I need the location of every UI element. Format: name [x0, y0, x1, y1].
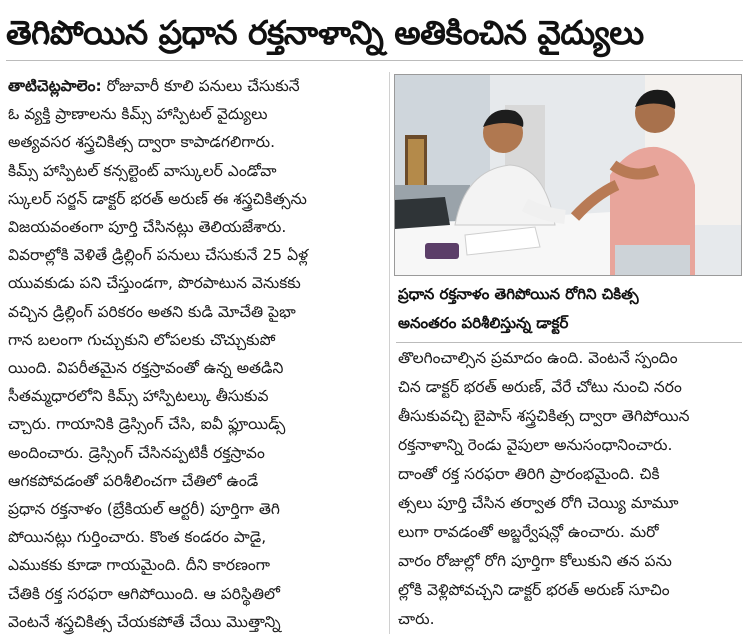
article-line: చిన డాక్టర్ భరత్ అరుణ్, వేరే చోటు నుంచి నరం [398, 378, 682, 396]
article-photo [394, 74, 742, 276]
article-line: వచ్చిన డ్రిల్లింగ్ పరికరం అతని కుడి మోచేతి పైభా [8, 302, 296, 321]
article-line: ఓ వ్యక్తి ప్రాణాలను కిమ్స్ హాస్పిటల్ వైద్యులు [8, 105, 268, 124]
caption-line: అనంతరం పరిశీలిస్తున్న డాక్టర్ [398, 314, 569, 332]
article-line: దాంతో రక్త సరఫరా తిరిగి ప్రారంభమైంది. చికి [398, 465, 660, 483]
article-line: ఆగకపోవడంతో పరిశీలించగా చేతిలో ఉండే [8, 471, 259, 490]
column-divider [389, 72, 390, 634]
article-line: ల్లోకి వెళ్లిపోవచ్చని డాక్టర్ భరత్ అరుణ్ సూచిం [398, 581, 670, 599]
article-line: చేతికి రక్త సరఫరా ఆగిపోయింది. ఆ పరిస్థితిలో [8, 584, 280, 603]
article-line: విజయవంతంగా పూర్తి చేసినట్లు తెలియజేశారు. [8, 218, 287, 237]
article-line-text: రోజువారీ కూలి పనులు చేసుకునే [101, 77, 300, 95]
article-line: వారం రోజుల్లో రోగి పూర్తిగా కోలుకుని తన పను [398, 552, 672, 570]
article-line: లుగా రావడంతో అబ్జర్వేషన్లో ఉంచారు. మరో [398, 523, 659, 541]
article-line: పోయినట్లు గుర్తించారు. కొంత కండరం పాడై, [8, 528, 267, 547]
article-line: చ్చారు. గాయానికి డ్రెస్సింగ్ చేసి, ఐవీ ఫ్లూయిడ్స్ [8, 415, 286, 434]
article-line: వివరాల్లోకి వెళితే డ్రిల్లింగ్ పనులు చేసుకునే 25 ఏళ్ల [8, 246, 309, 265]
article-line: గాన బలంగా గుచ్చుకుని లోపలకు చొచ్చుకుపో [8, 330, 276, 349]
caption-line: ప్రధాన రక్తనాళం తెగిపోయిన రోగిని చికిత్స [398, 285, 639, 303]
caption-rule [396, 342, 742, 343]
photo-caption [398, 280, 738, 340]
doctor-examining-patient-photo [395, 75, 741, 275]
article-line: స్కులర్ సర్జన్ డాక్టర్ భరత్ అరుణ్ ఈ శస్త్రచికిత్సను [8, 189, 307, 208]
article-line: చారు. [398, 610, 435, 628]
article-line: త్సలు పూర్తి చేసిన తర్వాత రోగి చెయ్యి మామూ [398, 494, 679, 512]
article-right-column [398, 344, 742, 634]
article-line [8, 72, 384, 100]
dateline: తాటిచెట్లపాలెం: [8, 77, 102, 95]
article-line: కిమ్స్ హాస్పిటల్ కన్సల్టెంట్ వాస్కులర్ ఎండోవా [8, 161, 277, 180]
article-line: అందించారు. డ్రెస్సింగ్ చేసినప్పటికీ రక్తస్రావం [8, 443, 265, 462]
article-line: అత్యవసర శస్త్రచికిత్స ద్వారా కాపాడగలిగారు. [8, 133, 276, 152]
article-left-column [8, 72, 384, 637]
article-line: యింది. విపరీతమైన రక్తస్రావంతో ఉన్న అతడిని [8, 359, 284, 378]
article-line: యువకుడు పని చేస్తుండగా, పొరపాటున వెనుకకు [8, 274, 301, 293]
article-line: రక్తనాళాన్ని రెండు వైపులా అనుసంధానించారు. [398, 436, 673, 454]
article-line: తీసుకువచ్చి బైపాస్ శస్త్రచికిత్స ద్వారా తెగిపోయిన [398, 407, 690, 425]
article-line: వెంటనే శస్త్రచికిత్స చేయకపోతే చేయి మొత్తాన్ని [8, 612, 281, 631]
article-line: తొలగించాల్సిన ప్రమాదం ఉంది. వెంటనే స్పందిం [398, 349, 678, 367]
article-line: ప్రధాన రక్తనాళం (బ్రేకియల్ ఆర్టరీ) పూర్తిగా తెగి [8, 500, 280, 519]
headline: తెగిపోయిన ప్రధాన రక్తనాళాన్ని అతికించిన వైద్యులు [6, 13, 644, 52]
article-line: సీతమ్మధారలోని కిమ్స్ హాస్పిటల్కు తీసుకువ [8, 387, 269, 406]
article-line: ఎముకకు కూడా గాయమైంది. దీని కారణంగా [8, 556, 271, 575]
headline-rule [6, 60, 743, 61]
